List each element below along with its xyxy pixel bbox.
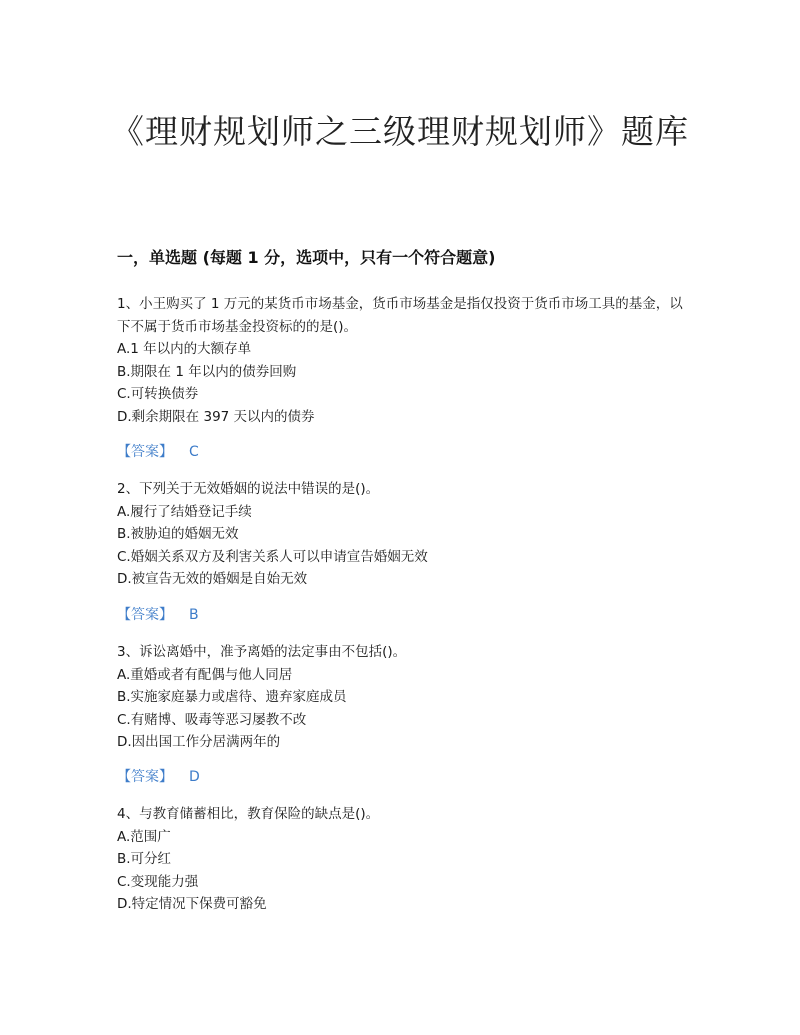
answer-label: 【答案】 [117,444,173,460]
option-c: C.变现能力强 [117,873,199,890]
option-b: B.实施家庭暴力或虐待、遗弃家庭成员 [117,689,347,705]
document-title: 《理财规划师之三级理财规划师》题库 [111,112,689,151]
question-text: 4、与教育储蓄相比，教育保险的缺点是()。 [117,806,380,822]
option-c: C.婚姻关系双方及利害关系人可以申请宣告婚姻无效 [117,548,428,565]
answer-value: D [189,769,200,785]
answer-3 [117,766,200,788]
option-c: C.可转换债券 [117,386,199,402]
option-b: B.期限在 1 年以内的债券回购 [117,363,297,380]
answer-value: B [189,607,199,623]
option-b: B.被胁迫的婚姻无效 [117,526,239,542]
answer-1 [117,441,199,463]
section-heading: 一，单选题 (每题 1 分，选项中，只有一个符合题意) [117,248,496,267]
question-text: 2、下列关于无效婚姻的说法中错误的是()。 [117,481,380,497]
option-b: B.可分红 [117,851,172,867]
option-d: D.因出国工作分居满两年的 [117,734,281,750]
question-text: 3、诉讼离婚中，准予离婚的法定事由不包括()。 [117,644,407,660]
option-a: A.履行了结婚登记手续 [117,503,252,520]
option-a: A.1 年以内的大额存单 [117,341,252,357]
option-c: C.有赌博、吸毒等恶习屡教不改 [117,711,307,728]
answer-label: 【答案】 [117,607,173,623]
question-1 [117,293,683,428]
answer-label: 【答案】 [117,769,173,785]
question-text: 1、小王购买了 1 万元的某货币市场基金，货币市场基金是指仅投资于货币市场工具的基金，以下不属于货币市场基金投资标的的是()。 [117,296,683,335]
option-d: D.特定情况下保费可豁免 [117,896,267,912]
option-a: A.重婚或者有配偶与他人同居 [117,666,293,683]
option-d: D.剩余期限在 397 天以内的债券 [117,408,315,425]
answer-2 [117,604,199,626]
question-3 [117,641,683,754]
answer-value: C [189,444,199,460]
option-d: D.被宣告无效的婚姻是自始无效 [117,571,308,587]
question-4 [117,803,683,916]
option-a: A.范围广 [117,828,171,845]
question-2 [117,478,683,591]
